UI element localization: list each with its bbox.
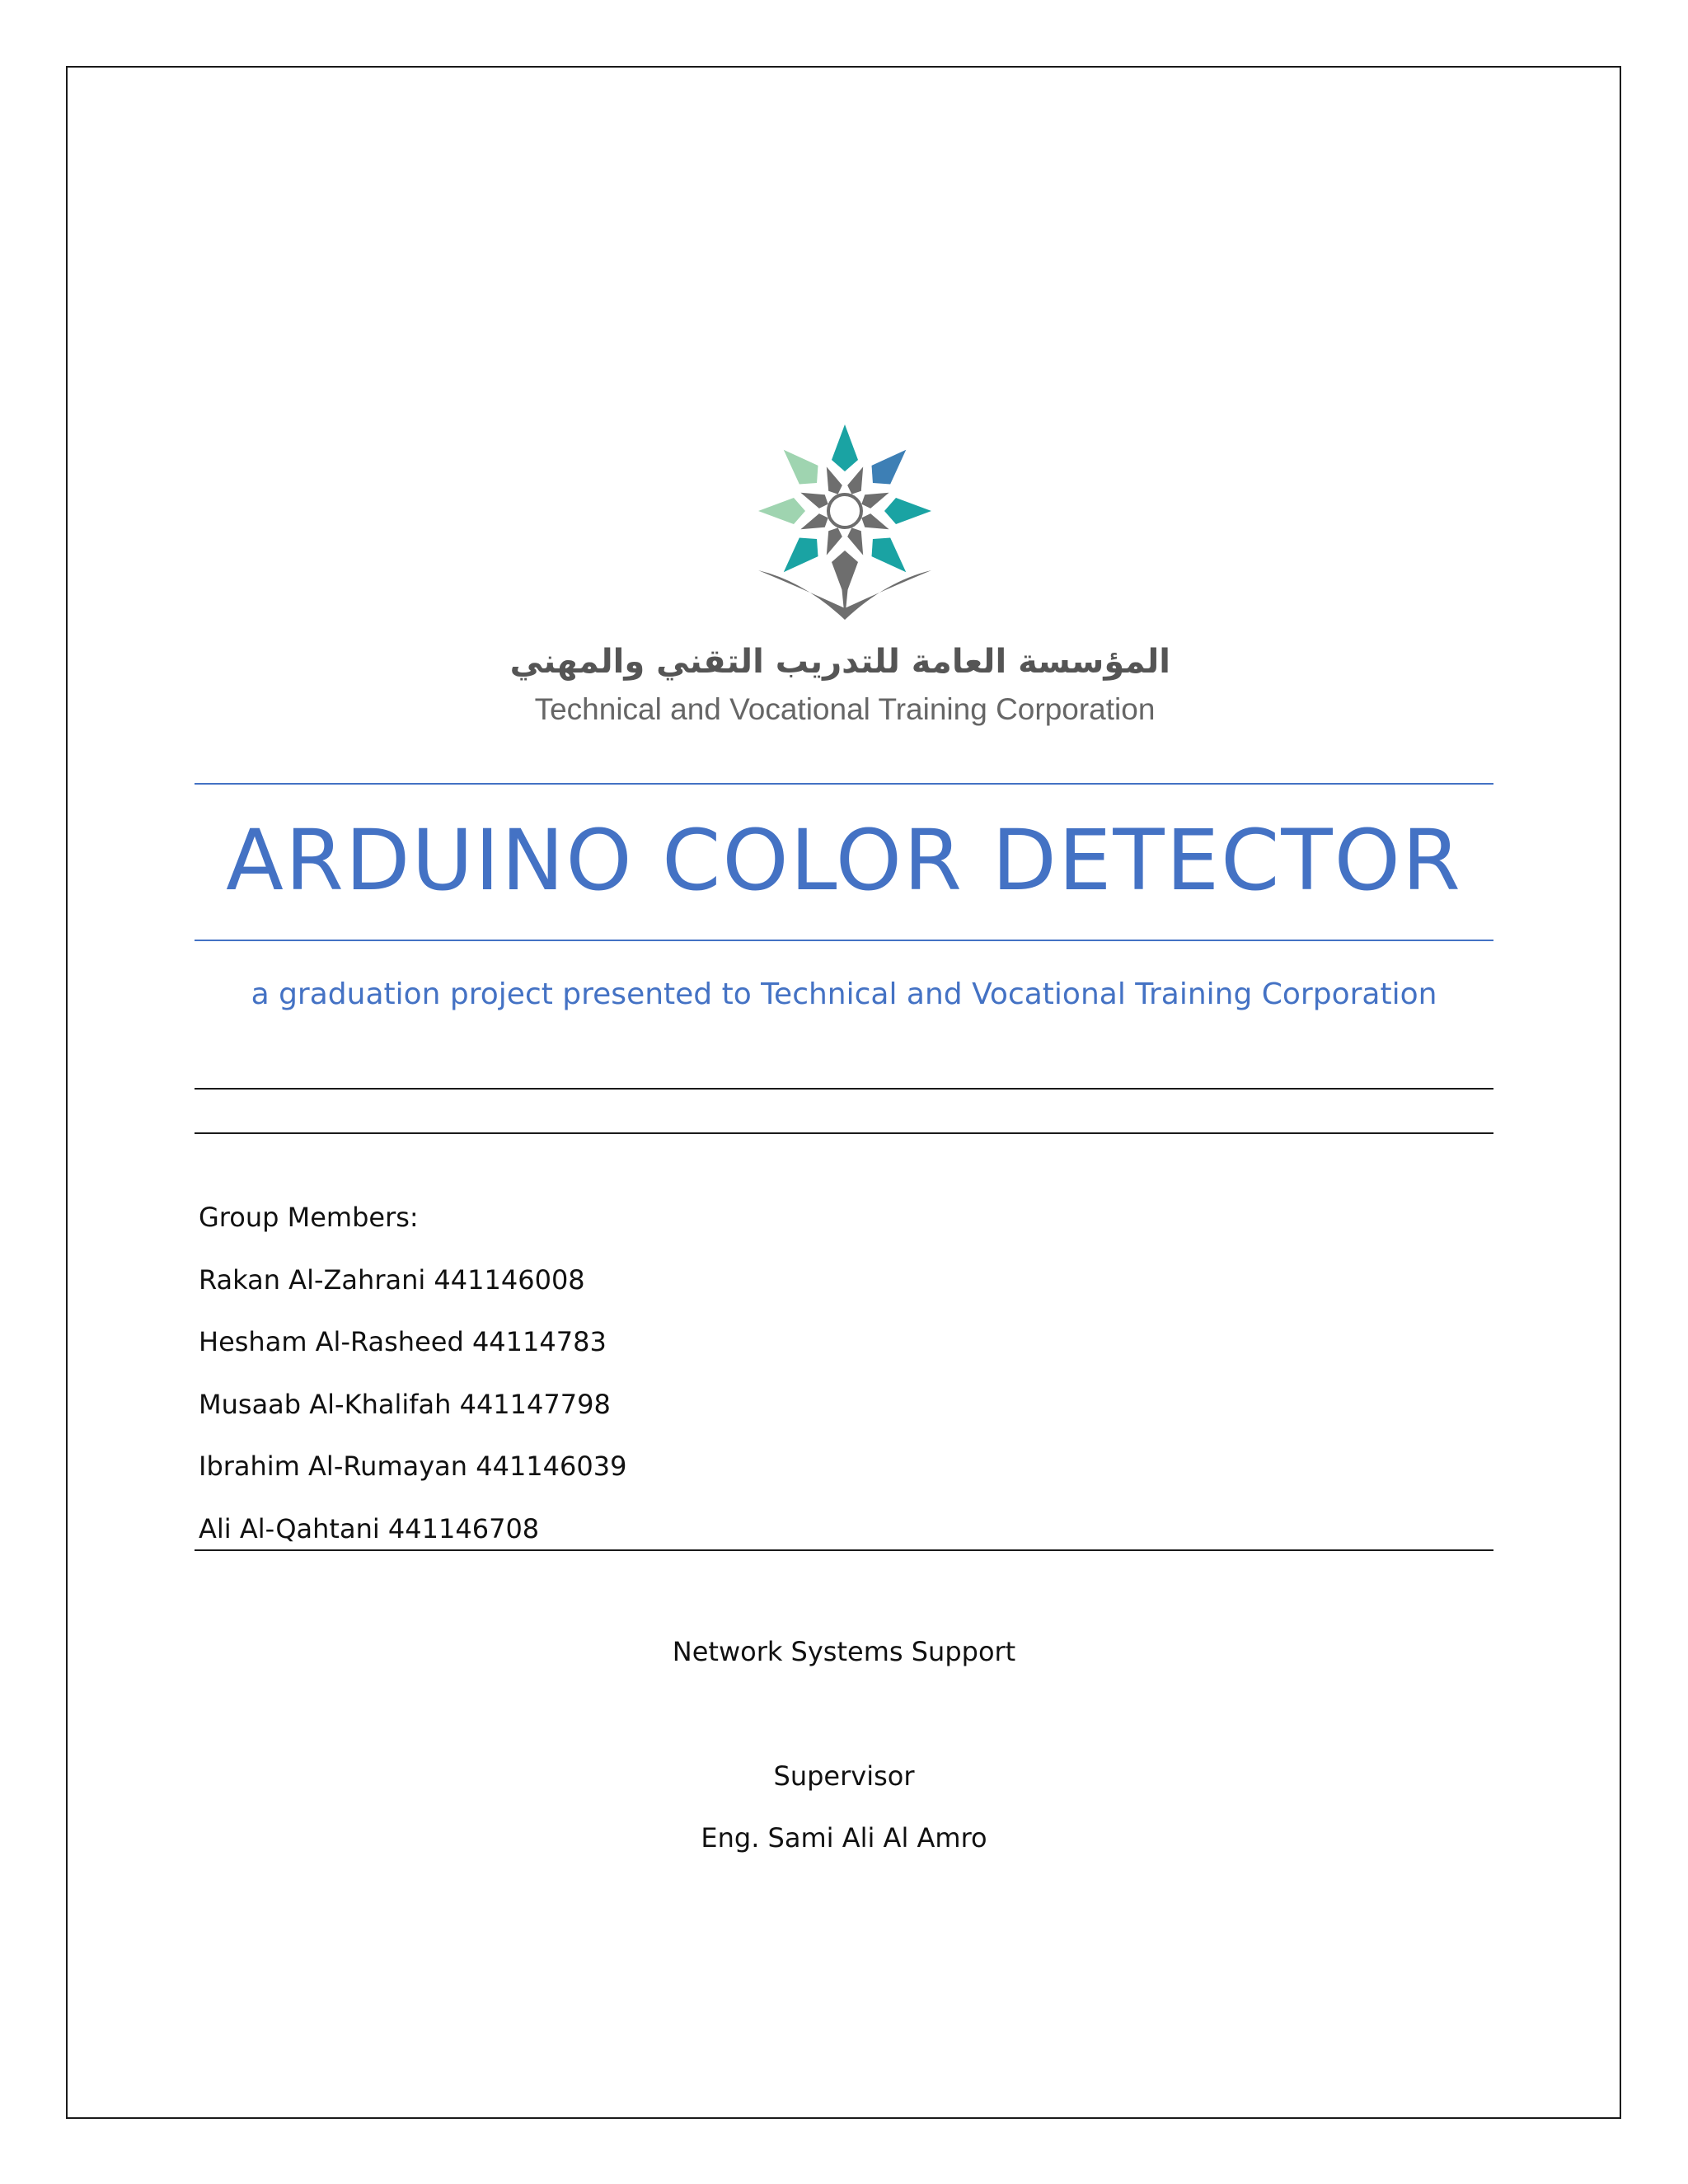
member-item: Ibrahim Al-Rumayan 441146039 [199,1451,627,1482]
department-name: Network Systems Support [672,1636,1016,1667]
divider-rule-1 [195,1088,1493,1090]
title-top-rule [195,783,1493,785]
logo-english-name: Technical and Vocational Training Corporation [534,692,1156,726]
member-item: Musaab Al-Khalifah 441147798 [199,1388,611,1420]
member-item: Hesham Al-Rasheed 44114783 [199,1326,607,1357]
divider-rule-2 [195,1132,1493,1134]
page-border [66,66,1621,2119]
title-bottom-rule [195,940,1493,941]
group-members-heading: Group Members: [199,1202,419,1233]
member-item: Rakan Al-Zahrani 441146008 [199,1263,585,1296]
document-subtitle: a graduation project presented to Technical and Vocational Training Corporation [251,977,1437,1011]
supervisor-label: Supervisor [773,1760,915,1792]
group-members-section [199,1195,1105,1568]
members-bottom-rule [195,1549,1493,1551]
organization-logo [509,412,1170,742]
document-title: ARDUINO COLOR DETECTOR [226,812,1462,910]
logo-arabic-name: المؤسسة العامة للتدريب التقني والمهني [509,643,1170,681]
supervisor-name: Eng. Sami Ali Al Amro [701,1822,987,1854]
member-item: Ali Al-Qahtani 441146708 [199,1512,540,1544]
tvtc-emblem-icon [754,412,935,622]
